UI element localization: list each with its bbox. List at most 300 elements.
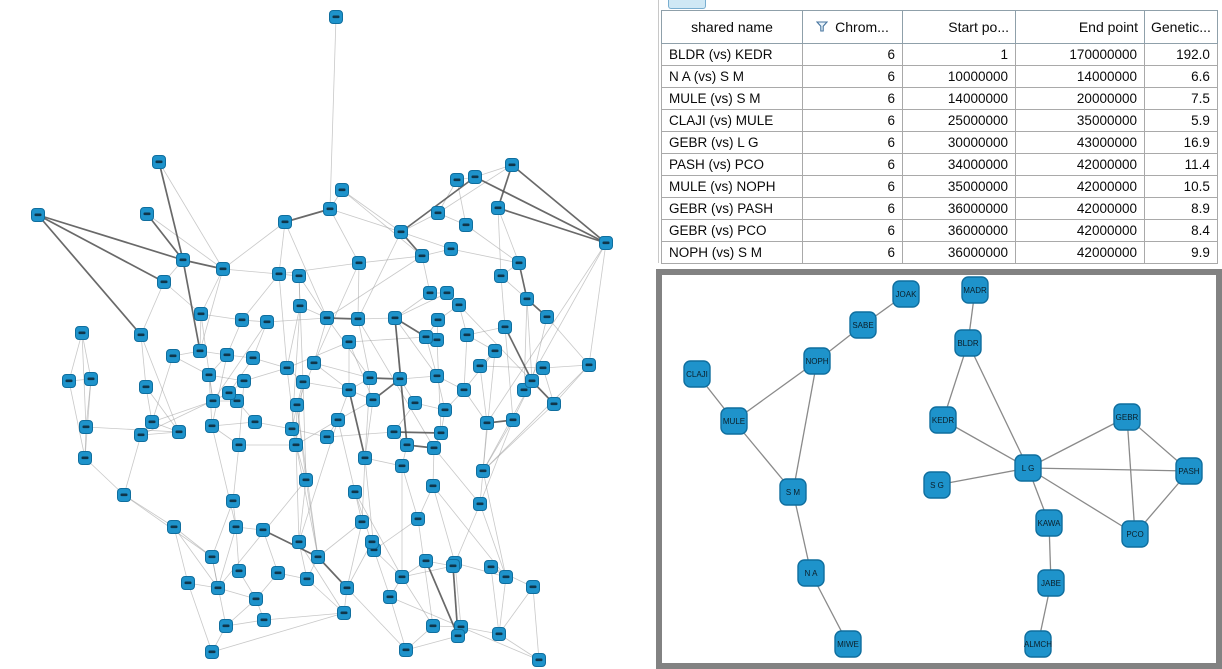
network-node[interactable] [684, 361, 710, 387]
graph-edge [233, 445, 239, 501]
table-cell[interactable]: PASH (vs) PCO [662, 154, 803, 176]
table-cell[interactable]: 25000000 [903, 110, 1016, 132]
table-cell[interactable]: 6.6 [1145, 66, 1218, 88]
node-label-glyph [234, 400, 241, 403]
table-cell[interactable]: 20000000 [1016, 88, 1145, 110]
graph-edge [347, 588, 406, 650]
network-node[interactable] [893, 281, 919, 307]
table-row[interactable] [662, 154, 1218, 176]
table-cell[interactable]: 1 [903, 44, 1016, 66]
table-row[interactable] [662, 132, 1218, 154]
network-node[interactable] [962, 277, 988, 303]
node-label-glyph [412, 402, 419, 405]
network-node[interactable] [721, 408, 747, 434]
graph-edge [1028, 468, 1189, 471]
node-label-glyph [239, 319, 246, 322]
node-label-glyph [198, 313, 205, 316]
table-cell[interactable]: 192.0 [1145, 44, 1218, 66]
table-cell[interactable]: 6 [803, 132, 903, 154]
table-cell[interactable]: 30000000 [903, 132, 1016, 154]
node-label-glyph [224, 354, 231, 357]
graph-edge [314, 363, 370, 378]
graph-edge [390, 597, 461, 627]
table-row[interactable] [662, 110, 1218, 132]
network-node[interactable] [1176, 458, 1202, 484]
node-label-glyph [419, 255, 426, 258]
graph-edge [279, 222, 285, 274]
toolbar-strip [659, 0, 1222, 10]
table-cell[interactable]: 35000000 [903, 176, 1016, 198]
node-label-glyph [536, 659, 543, 662]
graph-edge [365, 378, 370, 458]
node-label: JOAK [895, 289, 917, 299]
node-label-glyph [88, 378, 95, 381]
node-label-glyph [206, 374, 213, 377]
network-node[interactable] [1024, 631, 1052, 657]
graph-edge [242, 274, 279, 320]
table-row[interactable] [662, 220, 1218, 242]
node-label-glyph [603, 242, 610, 245]
node-label-glyph [66, 380, 73, 383]
graph-edge [394, 432, 441, 433]
node-label: PCO [1126, 529, 1144, 539]
node-label: MULE [722, 416, 746, 426]
node-label-glyph [220, 268, 227, 271]
graph-edge [159, 162, 223, 269]
node-label: KEDR [931, 415, 955, 425]
graph-edge [455, 563, 506, 577]
node-label: MIWE [837, 639, 859, 649]
graph-edge [589, 243, 606, 365]
node-label-glyph [264, 321, 271, 324]
node-label-glyph [362, 457, 369, 460]
node-label-glyph [435, 319, 442, 322]
table-cell[interactable]: 6 [803, 110, 903, 132]
table-cell[interactable]: 6 [803, 66, 903, 88]
node-label-glyph [461, 389, 468, 392]
table-cell[interactable]: GEBR (vs) PASH [662, 198, 803, 220]
node-label-glyph [477, 503, 484, 506]
node-label-glyph [261, 619, 268, 622]
node-label-glyph [180, 259, 187, 262]
node-label-glyph [346, 389, 353, 392]
node-label-glyph [341, 612, 348, 615]
graph-edge [527, 299, 532, 381]
node-label-glyph [398, 231, 405, 234]
graph-edge [480, 420, 513, 504]
node-label-glyph [315, 556, 322, 559]
node-label-glyph [370, 399, 377, 402]
table-cell[interactable]: MULE (vs) NOPH [662, 176, 803, 198]
column-header-end-point[interactable] [1016, 11, 1145, 44]
attribute-table [661, 10, 1218, 264]
graph-edge [223, 269, 279, 274]
node-label-glyph [300, 381, 307, 384]
network-detail-canvas[interactable] [662, 275, 1216, 663]
node-label-glyph [156, 161, 163, 164]
table-cell[interactable]: 16.9 [1145, 132, 1218, 154]
graph-edge [547, 317, 589, 365]
node-label-glyph [544, 316, 551, 319]
table-cell[interactable]: 36000000 [903, 198, 1016, 220]
graph-edge [342, 190, 401, 232]
node-label-glyph [324, 317, 331, 320]
node-label-glyph [79, 332, 86, 335]
graph-edge [968, 343, 1028, 468]
table-row[interactable] [662, 242, 1218, 264]
node-label-glyph [185, 582, 192, 585]
table-row[interactable] [662, 88, 1218, 110]
graph-edge [512, 165, 606, 243]
node-label-glyph [311, 362, 318, 365]
node-label: S M [785, 487, 801, 497]
node-label-glyph [450, 565, 457, 568]
node-label-glyph [230, 500, 237, 503]
graph-edge [86, 427, 179, 432]
table-row[interactable] [662, 198, 1218, 220]
table-cell[interactable]: 36000000 [903, 220, 1016, 242]
node-label-glyph [509, 164, 516, 167]
table-cell[interactable]: 6 [803, 198, 903, 220]
node-label-glyph [540, 367, 547, 370]
node-label: KAWA [1037, 518, 1061, 528]
column-header-label: Start po... [948, 19, 1009, 35]
filter-icon[interactable] [816, 19, 828, 35]
node-label-glyph [293, 444, 300, 447]
node-label: S G [930, 480, 944, 490]
graph-edge [330, 17, 336, 209]
node-label-glyph [215, 587, 222, 590]
node-label-glyph [346, 341, 353, 344]
network-detail-panel [656, 269, 1222, 669]
graph-edge [358, 232, 401, 319]
node-label-glyph [282, 221, 289, 224]
node-label-glyph [296, 541, 303, 544]
network-node[interactable] [1114, 404, 1140, 430]
node-label-glyph [250, 357, 257, 360]
node-label-glyph [484, 422, 491, 425]
node-label-glyph [356, 262, 363, 265]
node-label: N A [804, 568, 818, 578]
graph-edge [349, 337, 426, 342]
node-label-glyph [496, 633, 503, 636]
table-cell[interactable]: N A (vs) S M [662, 66, 803, 88]
graph-edge [1127, 417, 1135, 534]
graph-edge [793, 361, 817, 492]
network-node[interactable] [1122, 521, 1148, 547]
node-label-glyph [477, 365, 484, 368]
table-cell[interactable]: 7.5 [1145, 88, 1218, 110]
node-label-glyph [236, 570, 243, 573]
graph-edge [338, 420, 355, 492]
table-cell[interactable]: 10000000 [903, 66, 1016, 88]
node-label-glyph [586, 364, 593, 367]
node-label: GEBR [1115, 412, 1139, 422]
node-label-glyph [138, 334, 145, 337]
node-label-glyph [170, 355, 177, 358]
node-label-glyph [399, 465, 406, 468]
network-node[interactable] [1036, 510, 1062, 536]
node-label-glyph [359, 521, 366, 524]
node-label-glyph [297, 305, 304, 308]
graph-edge [433, 486, 455, 563]
node-label-glyph [296, 275, 303, 278]
table-cell[interactable]: 9.9 [1145, 242, 1218, 264]
graph-edge [533, 587, 539, 660]
table-cell[interactable]: 6 [803, 220, 903, 242]
table-row[interactable] [662, 66, 1218, 88]
node-label-glyph [464, 334, 471, 337]
table-cell[interactable]: 8.4 [1145, 220, 1218, 242]
node-label-glyph [210, 400, 217, 403]
network-node[interactable] [850, 312, 876, 338]
table-row[interactable] [662, 176, 1218, 198]
node-label-glyph [83, 426, 90, 429]
graph-edge [459, 305, 532, 381]
node-label-glyph [444, 292, 451, 295]
node-label-glyph [399, 576, 406, 579]
node-label-glyph [438, 432, 445, 435]
node-label-glyph [455, 635, 462, 638]
table-header-row [662, 11, 1218, 44]
node-label-glyph [294, 404, 301, 407]
node-label-glyph [209, 651, 216, 654]
graph-edge [69, 381, 85, 458]
node-label-glyph [304, 578, 311, 581]
node-label-glyph [495, 207, 502, 210]
table-row[interactable] [662, 44, 1218, 66]
column-header-label: End point [1078, 19, 1138, 35]
node-label-glyph [352, 491, 359, 494]
graph-edge [374, 550, 390, 597]
node-label-glyph [260, 529, 267, 532]
table-cell[interactable]: 8.9 [1145, 198, 1218, 220]
column-header-label: shared name [691, 19, 773, 35]
node-label: JABE [1040, 578, 1062, 588]
table-cell[interactable]: GEBR (vs) PCO [662, 220, 803, 242]
table-cell[interactable]: 6 [803, 242, 903, 264]
graph-edge [152, 401, 213, 422]
node-label-glyph [502, 326, 509, 329]
node-label-glyph [121, 494, 128, 497]
graph-edge [188, 583, 212, 652]
node-label-glyph [35, 214, 42, 217]
graph-edge [141, 335, 146, 387]
node-label-glyph [339, 189, 346, 192]
node-label-glyph [367, 377, 374, 380]
node-label-glyph [521, 389, 528, 392]
network-node[interactable] [930, 407, 956, 433]
node-label-glyph [289, 428, 296, 431]
table-cell[interactable]: MULE (vs) S M [662, 88, 803, 110]
node-label-glyph [524, 298, 531, 301]
node-label-glyph [223, 625, 230, 628]
node-label-glyph [197, 350, 204, 353]
node-label-glyph [276, 273, 283, 276]
node-label-glyph [427, 292, 434, 295]
node-label-glyph [253, 598, 260, 601]
node-label-glyph [456, 304, 463, 307]
table-cell[interactable]: 42000000 [1016, 198, 1145, 220]
graph-edge [239, 381, 244, 445]
table-cell[interactable]: 35000000 [1016, 110, 1145, 132]
node-label: NOPH [805, 356, 829, 366]
node-label-glyph [355, 318, 362, 321]
node-label-glyph [387, 596, 394, 599]
node-label-glyph [430, 485, 437, 488]
column-header-label: Genetic... [1151, 19, 1211, 35]
table-cell[interactable]: 42000000 [1016, 220, 1145, 242]
table-cell[interactable]: 6 [803, 44, 903, 66]
graph-edge [152, 356, 173, 422]
panel-splitter[interactable] [655, 0, 659, 263]
node-label-glyph [333, 16, 340, 19]
node-label: ALMCH [1023, 639, 1053, 649]
node-label-glyph [161, 281, 168, 284]
node-label-glyph [516, 262, 523, 265]
network-node[interactable] [1015, 455, 1041, 481]
node-label-glyph [149, 421, 156, 424]
node-label-glyph [82, 457, 89, 460]
network-node[interactable] [835, 631, 861, 657]
graph-edge [358, 263, 359, 319]
node-label-glyph [454, 179, 461, 182]
node-label-glyph [423, 336, 430, 339]
column-header-genetic-distance[interactable] [1145, 11, 1218, 44]
node-label-glyph [324, 436, 331, 439]
column-header-start-position[interactable] [903, 11, 1016, 44]
node-label-glyph [442, 409, 449, 412]
graph-edge [437, 340, 441, 433]
table-cell[interactable]: 5.9 [1145, 110, 1218, 132]
node-label-glyph [144, 213, 151, 216]
network-node[interactable] [780, 479, 806, 505]
node-label-glyph [176, 431, 183, 434]
graph-edge [38, 215, 141, 335]
table-cell[interactable]: 36000000 [903, 242, 1016, 264]
toolbar-tab-fragment[interactable] [668, 0, 706, 9]
network-node[interactable] [955, 330, 981, 356]
table-cell[interactable]: 42000000 [1016, 176, 1145, 198]
node-label-glyph [284, 367, 291, 370]
table-cell[interactable]: 14000000 [1016, 66, 1145, 88]
graph-edge [402, 577, 433, 626]
column-header-chromosome[interactable] [803, 11, 903, 44]
table-cell[interactable]: 11.4 [1145, 154, 1218, 176]
network-node[interactable] [924, 472, 950, 498]
node-label: CLAJI [686, 369, 708, 379]
table-cell[interactable]: 6 [803, 154, 903, 176]
node-label-glyph [551, 403, 558, 406]
node-label-glyph [480, 470, 487, 473]
node-label-glyph [171, 526, 178, 529]
node-label-glyph [209, 425, 216, 428]
table-cell[interactable]: 42000000 [1016, 154, 1145, 176]
network-node[interactable] [1038, 570, 1064, 596]
table-cell[interactable]: 34000000 [903, 154, 1016, 176]
node-label-glyph [252, 421, 259, 424]
table-cell[interactable]: 43000000 [1016, 132, 1145, 154]
graph-edge [365, 400, 373, 458]
graph-edge [349, 390, 365, 458]
graph-edge [491, 567, 499, 634]
node-label-glyph [327, 208, 334, 211]
node-label-glyph [403, 649, 410, 652]
node-label-glyph [492, 350, 499, 353]
table-cell[interactable]: 170000000 [1016, 44, 1145, 66]
table-cell[interactable]: 6 [803, 176, 903, 198]
node-label: BLDR [957, 338, 979, 348]
node-label-glyph [434, 375, 441, 378]
graph-edge [1028, 417, 1127, 468]
node-label-glyph [226, 392, 233, 395]
node-label-glyph [335, 419, 342, 422]
node-label-glyph [488, 566, 495, 569]
table-cell[interactable]: 10.5 [1145, 176, 1218, 198]
table-cell[interactable]: 6 [803, 88, 903, 110]
node-label-glyph [303, 479, 310, 482]
graph-edge [279, 263, 359, 274]
node-label-glyph [275, 572, 282, 575]
node-label-glyph [209, 556, 216, 559]
graph-edge [299, 276, 303, 382]
node-label-glyph [510, 419, 517, 422]
node-label-glyph [434, 339, 441, 342]
table-cell[interactable]: 42000000 [1016, 242, 1145, 264]
graph-edge [223, 222, 285, 269]
node-label-glyph [430, 625, 437, 628]
graph-edge [218, 527, 236, 588]
network-node[interactable] [798, 560, 824, 586]
node-label-glyph [448, 248, 455, 251]
node-label-glyph [463, 224, 470, 227]
node-label-glyph [423, 560, 430, 563]
node-label-glyph [233, 526, 240, 529]
node-label-glyph [503, 576, 510, 579]
graph-edge [480, 366, 543, 368]
network-node[interactable] [804, 348, 830, 374]
node-label: SABE [852, 320, 874, 330]
node-label-glyph [431, 447, 438, 450]
node-label: MADR [963, 285, 987, 295]
table-cell[interactable]: CLAJI (vs) MULE [662, 110, 803, 132]
column-header-label: Chrom... [835, 19, 889, 35]
graph-edge [501, 276, 505, 327]
node-label: PASH [1178, 466, 1200, 476]
table-cell[interactable]: 14000000 [903, 88, 1016, 110]
graph-edge [455, 504, 480, 563]
node-label-glyph [472, 176, 479, 179]
node-label-glyph [236, 444, 243, 447]
node-label: L G [1021, 463, 1035, 473]
node-label-glyph [392, 317, 399, 320]
node-label-glyph [391, 431, 398, 434]
table-cell[interactable]: GEBR (vs) L G [662, 132, 803, 154]
table-cell[interactable]: BLDR (vs) KEDR [662, 44, 803, 66]
graph-edge [498, 208, 501, 276]
column-header-shared-name[interactable] [662, 11, 803, 44]
graph-edge [395, 318, 437, 376]
table-cell[interactable]: NOPH (vs) S M [662, 242, 803, 264]
node-label-glyph [143, 386, 150, 389]
graph-edge [183, 260, 200, 351]
node-label-glyph [435, 212, 442, 215]
graph-edge [342, 190, 422, 256]
graph-edge [498, 208, 519, 263]
graph-edge [498, 208, 606, 243]
node-label-glyph [530, 586, 537, 589]
node-label-glyph [498, 275, 505, 278]
